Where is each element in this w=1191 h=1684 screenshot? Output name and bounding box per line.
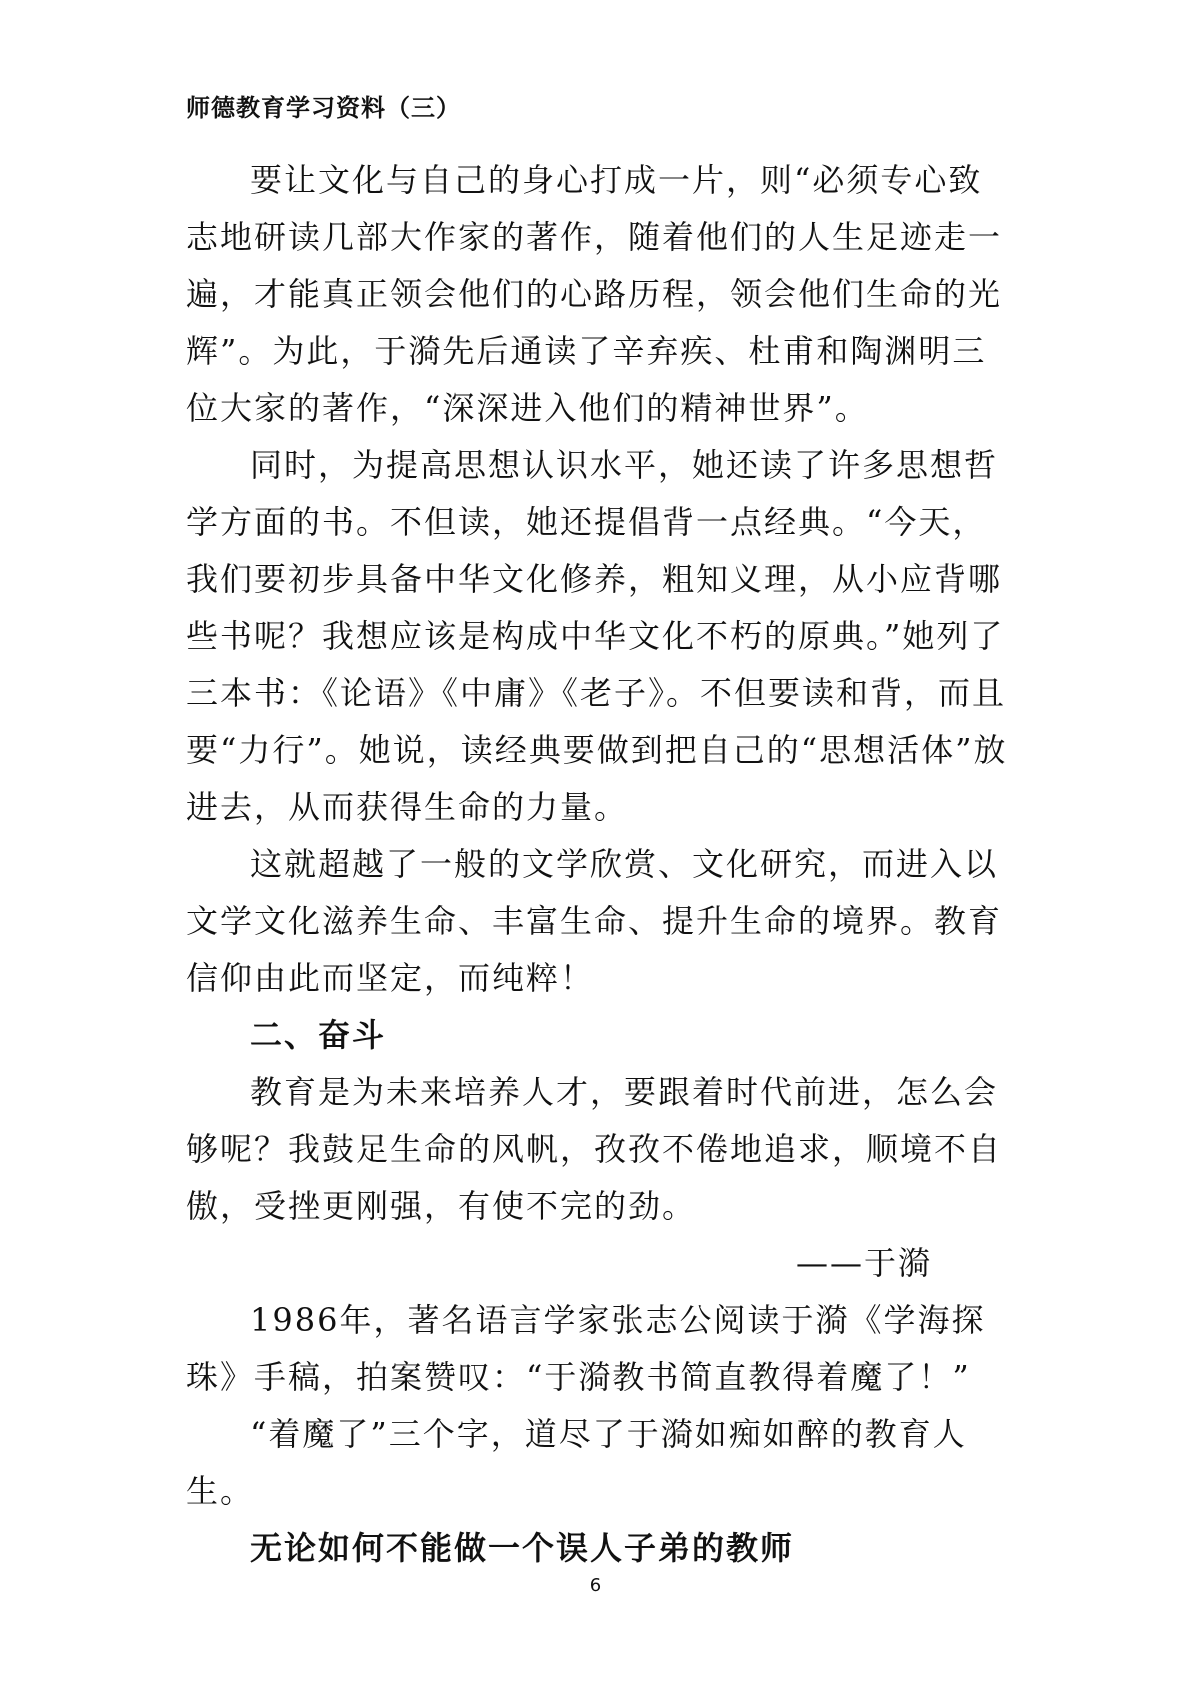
quote-paragraph: 教育是为未来培养人才，要跟着时代前进，怎么会够呢？我鼓足生命的风帆，孜孜不倦地追求，顺境不自傲，受挫更刚强，有使不完的劲。 xyxy=(186,1073,1003,1225)
page-number: 6 xyxy=(589,1575,602,1596)
paragraph: 同时，为提高思想认识水平，她还读了许多思想哲学方面的书。不但读，她还提倡背一点经典。“今天，我们要初步具备中华文化修养，粗知义理，从小应背哪些书呢？我想应该是构成中华文化不朽的原典。”她列了三本书：《论语》《中庸》《老子》。不但要读和背，而且要“力行”。她说，读经典要做到把自己的“思想活体”放进去，从而获得生命的力量。 xyxy=(186,446,1008,826)
document-body xyxy=(186,152,1016,1577)
paragraph: 1986年，著名语言学家张志公阅读于漪《学海探珠》手稿，拍案赞叹：“于漪教书简直教得着魔了！” xyxy=(186,1301,986,1396)
subsection-heading: 无论如何不能做一个误人子弟的教师 xyxy=(250,1529,795,1567)
paragraph: “着魔了”三个字，道尽了于漪如痴如醉的教育人生。 xyxy=(186,1415,967,1510)
quote-attribution: ——于漪 xyxy=(795,1244,932,1282)
document-header: 师德教育学习资料（三） xyxy=(186,94,461,122)
paragraph: 这就超越了一般的文学欣赏、文化研究，而进入以文学文化滋养生命、丰富生命、提升生命的境界。教育信仰由此而坚定，而纯粹！ xyxy=(186,845,1003,997)
paragraph: 要让文化与自己的身心打成一片，则“必须专心致志地研读几部大作家的著作，随着他们的人生足迹走一遍，才能真正领会他们的心路历程，领会他们生命的光辉”。为此，于漪先后通读了辛弃疾、杜甫和陶渊明三位大家的著作，“深深进入他们的精神世界”。 xyxy=(186,161,1003,427)
section-heading: 二、奋斗 xyxy=(250,1016,387,1054)
